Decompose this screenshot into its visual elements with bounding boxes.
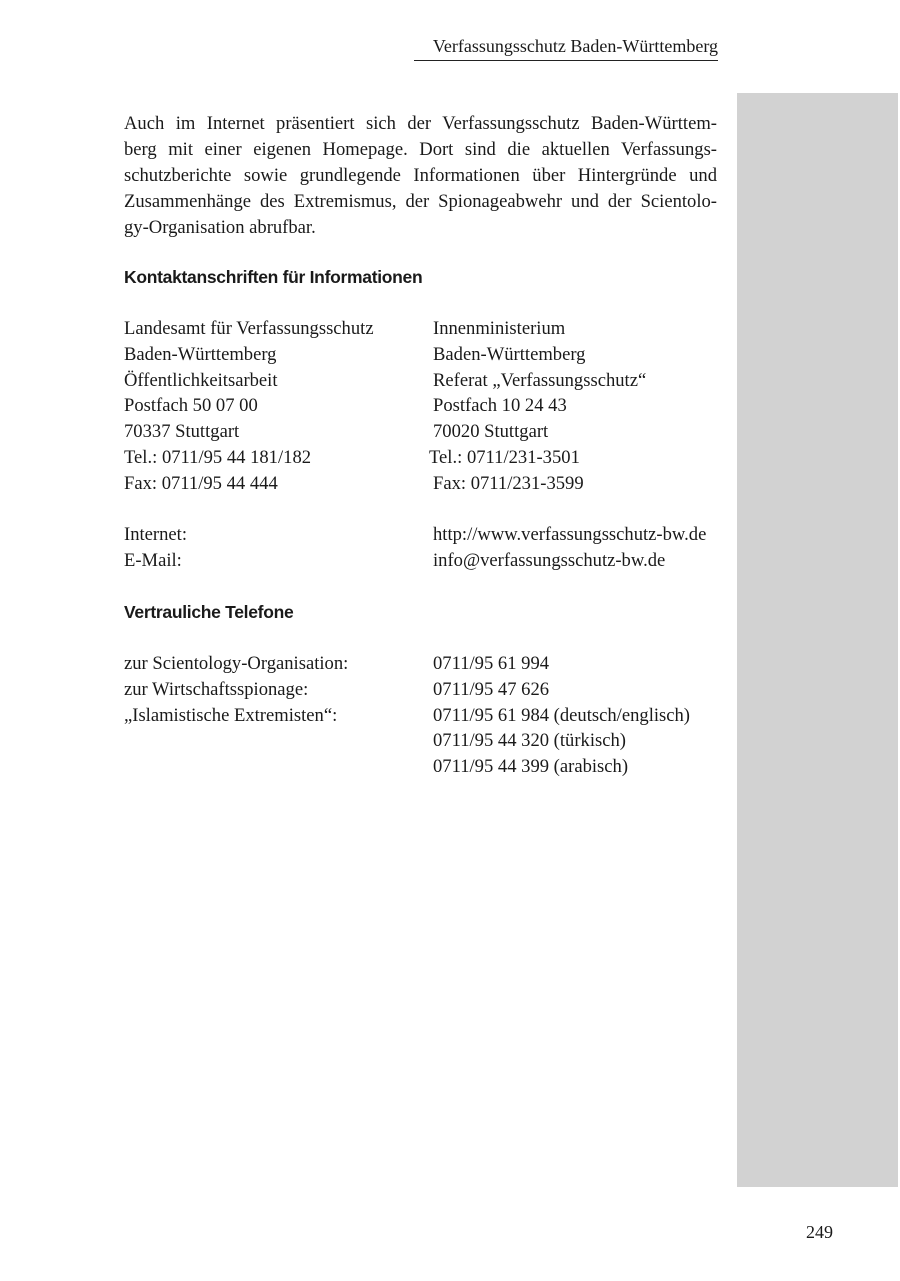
- contact-left-line: Landesamt für Verfassungsschutz: [124, 318, 374, 339]
- internet-link[interactable]: http://www.verfassungsschutz-bw.de: [433, 524, 707, 545]
- contact-right-line: Fax: 0711/231-3599: [433, 472, 584, 494]
- phone-number: 0711/95 47 626: [433, 678, 550, 700]
- phone-number: 0711/95 61 984 (deutsch/englisch): [433, 704, 690, 726]
- contact-right-line: Postfach 10 24 43: [433, 395, 567, 417]
- intro-line: Auch im Internet präsentiert sich der Verfassungsschutz Baden-Württem-: [124, 113, 717, 134]
- contact-left-line: Baden-Württemberg: [124, 343, 277, 365]
- intro-line: gy-Organisation abrufbar.: [124, 217, 316, 238]
- phone-labels: [124, 651, 348, 728]
- phone-numbers: [433, 651, 690, 780]
- contact-right-line: Innenministerium: [433, 318, 566, 339]
- contact-left-column: [124, 316, 374, 497]
- online-values: [433, 522, 706, 574]
- phone-label: zur Scientology-Organisation:: [124, 653, 349, 674]
- phone-label: zur Wirtschaftsspionage:: [124, 678, 309, 700]
- phone-number: 0711/95 44 399 (arabisch): [433, 756, 629, 778]
- intro-line: berg mit einer eigenen Homepage. Dort sind die aktuellen Verfassungs-: [124, 139, 717, 160]
- contact-right-line: Referat „Verfassungsschutz“: [433, 369, 647, 391]
- running-header: Verfassungsschutz Baden-Württemberg: [432, 36, 718, 56]
- contact-right-line: 70020 Stuttgart: [433, 421, 549, 443]
- online-labels: [124, 522, 187, 574]
- header-rule: [414, 60, 718, 61]
- phones-heading: Vertrauliche Telefone: [124, 602, 294, 622]
- intro-paragraph: [124, 111, 717, 241]
- email-label: E-Mail:: [124, 549, 182, 571]
- intro-line: Zusammenhänge des Extremismus, der Spionageabwehr und der Scientolo-: [124, 191, 717, 212]
- contact-left-line: Postfach 50 07 00: [124, 395, 258, 417]
- contact-left-line: 70337 Stuttgart: [124, 421, 240, 443]
- contact-left-line: Öffentlichkeitsarbeit: [124, 369, 278, 391]
- side-margin-band: [737, 93, 898, 1187]
- contact-right-line: Baden-Württemberg: [433, 343, 586, 365]
- phone-number: 0711/95 44 320 (türkisch): [433, 730, 626, 752]
- contacts-heading: Kontaktanschriften für Informationen: [124, 267, 423, 287]
- page-number: 249: [806, 1222, 833, 1242]
- contact-left-line: Fax: 0711/95 44 444: [124, 472, 278, 494]
- internet-label: Internet:: [124, 524, 187, 545]
- intro-line: schutzberichte sowie grundlegende Informationen über Hintergründe und: [124, 165, 717, 186]
- contact-right-column: [429, 316, 647, 497]
- email-link[interactable]: info@verfassungsschutz-bw.de: [433, 549, 666, 571]
- phone-number: 0711/95 61 994: [433, 653, 550, 674]
- contact-left-line: Tel.: 0711/95 44 181/182: [124, 446, 312, 468]
- contact-right-line: Tel.: 0711/231-3501: [429, 446, 580, 468]
- phone-label: „Islamistische Extremisten“:: [124, 704, 338, 726]
